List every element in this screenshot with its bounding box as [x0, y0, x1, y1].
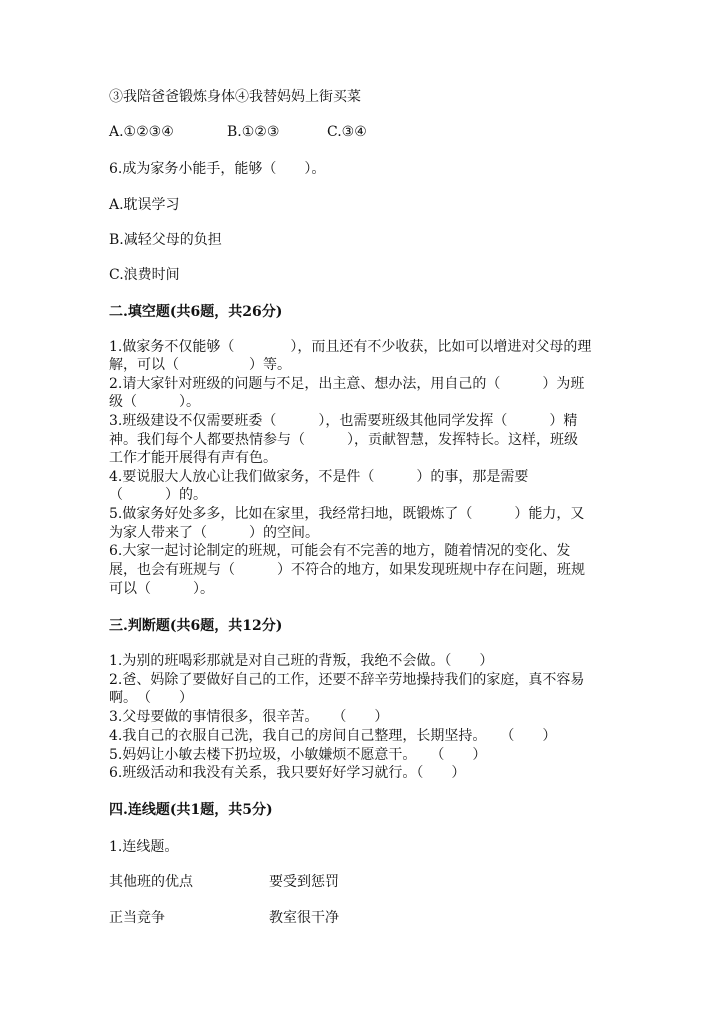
s4-stem: 1.连线题。: [109, 839, 179, 855]
section3-heading: 三.判断题(共6题，共12分): [109, 618, 283, 634]
q5-options: [109, 122, 367, 142]
match-left-item[interactable]: 其他班的优点: [109, 874, 193, 890]
s2-line: 展，也会有班规与（ ）不符合的地方，如果发现班规中存在问题，班规: [109, 562, 585, 578]
s3-line: 6.班级活动和我没有关系，我只要好好学习就行。（ ）: [109, 765, 466, 781]
s2-line: 5.做家务好处多多，比如在家里，我经常扫地，既锻炼了（ ）能力，又: [109, 506, 585, 522]
s3-line: 啊。 （ ）: [109, 690, 193, 706]
section4-heading: 四.连线题(共1题，共5分): [109, 802, 273, 818]
section2-heading: 二.填空题(共6题，共26分): [109, 304, 283, 320]
s2-line: 解，可以（ ）等。: [109, 357, 291, 373]
match-right-item[interactable]: 教室很干净: [269, 910, 339, 926]
q6-option-a[interactable]: A.耽误学习: [109, 197, 180, 213]
s2-line: 4.要说服大人放心让我们做家务，不是件（ ）的事，那是需要: [109, 469, 529, 485]
s2-line: （ ）的。: [109, 487, 207, 503]
q5-option-c[interactable]: C.③④: [327, 124, 367, 140]
match-right-item[interactable]: 要受到惩罚: [269, 874, 339, 890]
match-row: [109, 908, 339, 928]
s3-line: 2.爸、妈除了要做好自己的工作，还要不辞辛劳地操持我们的家庭，真不容易: [109, 672, 585, 688]
s2-line: 可以（ ）。: [109, 581, 214, 597]
s2-line: 2.请大家针对班级的问题与不足，出主意、想办法，用自己的（ ）为班: [109, 376, 585, 392]
match-left-item[interactable]: 正当竞争: [109, 910, 165, 926]
s2-line: 神。我们每个人都要热情参与（ ），贡献智慧，发挥特长。这样，班级: [109, 432, 578, 448]
q5-stem-continuation: ③我陪爸爸锻炼身体④我替妈妈上街买菜: [109, 89, 361, 105]
q6-option-c[interactable]: C.浪费时间: [109, 267, 180, 283]
s2-line: 1.做家务不仅能够（ ），而且还有不少收获，比如可以增进对父母的理: [109, 339, 592, 355]
s3-line: 4.我自己的衣服自己洗，我自己的房间自己整理，长期坚持。 （ ）: [109, 728, 557, 744]
s3-line: 3.父母要做的事情很多，很辛苦。 （ ）: [109, 709, 389, 725]
q6-option-b[interactable]: B.减轻父母的负担: [109, 232, 222, 248]
s2-line: 工作才能开展得有声有色。: [109, 450, 277, 466]
s3-line: 1.为别的班喝彩那就是对自己班的背叛，我绝不会做。（ ）: [109, 653, 494, 669]
s2-line: 6.大家一起讨论制定的班规，可能会有不完善的地方，随着情况的变化、发: [109, 543, 571, 559]
q5-option-b[interactable]: B.①②③: [227, 124, 280, 140]
match-row: [109, 872, 339, 892]
q5-option-a[interactable]: A.①②③④: [109, 124, 174, 140]
s2-line: 3.班级建设不仅需要班委（ ），也需要班级其他同学发挥（ ）精: [109, 413, 578, 429]
s2-line: 为家人带来了（ ）的空间。: [109, 525, 319, 541]
s3-line: 5.妈妈让小敏去楼下扔垃圾，小敏嫌烦不愿意干。 （ ）: [109, 747, 487, 763]
q6-stem: 6.成为家务小能手，能够（ ）。: [109, 161, 326, 177]
s2-line: 级（ ）。: [109, 394, 200, 410]
